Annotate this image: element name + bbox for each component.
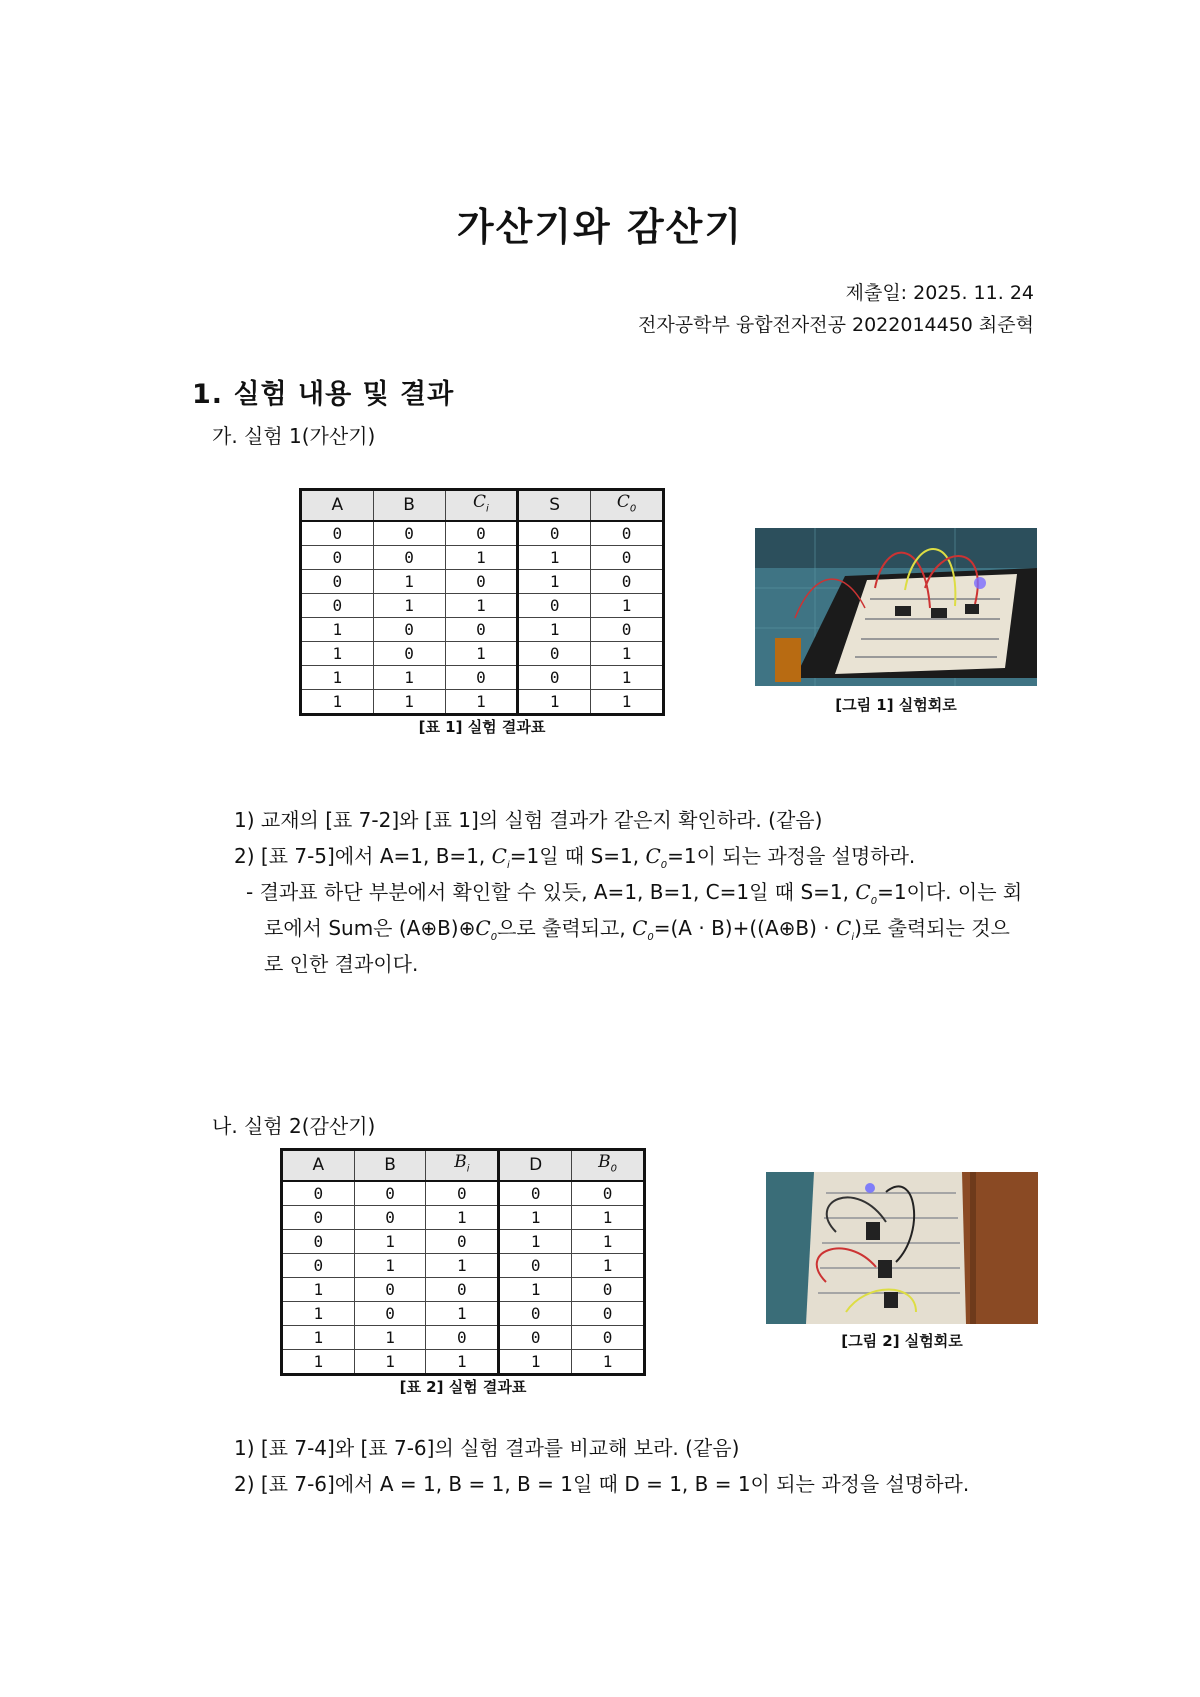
table-cell: 0 <box>354 1302 426 1326</box>
table-cell: 1 <box>572 1230 645 1254</box>
table-cell: 1 <box>426 1206 499 1230</box>
exp1-answer-line-3: 로 인한 결과이다. <box>264 952 419 976</box>
table-cell: 1 <box>499 1230 572 1254</box>
table-cell: 1 <box>518 546 591 570</box>
table-cell: 1 <box>373 570 445 594</box>
table-cell: 1 <box>301 690 374 715</box>
table-row <box>282 1350 645 1375</box>
table-cell: 1 <box>445 546 518 570</box>
table-cell: 0 <box>301 594 374 618</box>
table-cell: 1 <box>572 1254 645 1278</box>
table-cell: 0 <box>301 570 374 594</box>
table-cell: 0 <box>373 546 445 570</box>
table-cell: 1 <box>499 1206 572 1230</box>
table-cell: 0 <box>591 570 664 594</box>
col-b0: $B_0$ <box>572 1150 645 1182</box>
table-row <box>301 570 664 594</box>
exp1-answer-line-1: - 결과표 하단 부분에서 확인할 수 있듯, A=1, B=1, C=1일 때 S=1, $C_0=1$이다. 이는 회 <box>246 880 1023 907</box>
table-cell: 0 <box>591 546 664 570</box>
col-a: A <box>301 490 374 522</box>
table-cell: 0 <box>572 1326 645 1350</box>
page-title: 가산기와 감산기 <box>456 205 744 249</box>
table-cell: 0 <box>445 521 518 546</box>
table-cell: 0 <box>373 521 445 546</box>
table-row <box>282 1278 645 1302</box>
adder-truth-table <box>299 488 665 716</box>
col-c0: $C_0$ <box>591 490 664 522</box>
exp2-heading: 나. 실험 2(감산기) <box>212 1114 376 1138</box>
breadboard-image <box>755 528 1037 686</box>
table-cell: 0 <box>518 666 591 690</box>
table-cell: 1 <box>591 642 664 666</box>
table-cell: 0 <box>499 1181 572 1206</box>
table-cell: 0 <box>282 1254 355 1278</box>
table-cell: 0 <box>572 1181 645 1206</box>
table-cell: 0 <box>518 594 591 618</box>
table-cell: 1 <box>499 1278 572 1302</box>
table-header-row <box>282 1150 645 1182</box>
table-cell: 1 <box>301 618 374 642</box>
table-cell: 0 <box>301 521 374 546</box>
table-row <box>301 618 664 642</box>
section-heading: 1. 실험 내용 및 결과 <box>192 379 455 410</box>
table-row <box>301 666 664 690</box>
author-line: 전자공학부 융합전자전공 2022014450 최준혁 <box>638 314 1034 336</box>
table-cell: 0 <box>518 521 591 546</box>
table-cell: 1 <box>591 594 664 618</box>
circuit-photo-1 <box>755 528 1037 686</box>
table-cell: 0 <box>572 1278 645 1302</box>
table-cell: 0 <box>499 1254 572 1278</box>
table-row <box>301 690 664 715</box>
table-cell: 0 <box>282 1230 355 1254</box>
table-cell: 1 <box>445 594 518 618</box>
table-cell: 1 <box>426 1350 499 1375</box>
table-cell: 1 <box>518 570 591 594</box>
table-cell: 1 <box>499 1350 572 1375</box>
exp1-question-2: 2) [표 7-5]에서 A=1, B=1, $C_i=1$일 때 S=1, $C_0=1$이 되는 과정을 설명하라. <box>234 844 916 871</box>
table-row <box>282 1254 645 1278</box>
table-cell: 1 <box>591 666 664 690</box>
table-row <box>301 594 664 618</box>
table-cell: 1 <box>373 666 445 690</box>
table-cell: 0 <box>354 1278 426 1302</box>
table-cell: 1 <box>354 1230 426 1254</box>
table-cell: 1 <box>572 1350 645 1375</box>
table1-caption: [표 1] 실험 결과표 <box>418 718 546 736</box>
table-cell: 1 <box>445 642 518 666</box>
table-cell: 0 <box>499 1326 572 1350</box>
subtractor-truth-table <box>280 1148 646 1376</box>
table-cell: 1 <box>591 690 664 715</box>
table-cell: 0 <box>282 1181 355 1206</box>
table-cell: 0 <box>572 1302 645 1326</box>
exp2-question-1: 1) [표 7-4]와 [표 7-6]의 실험 결과를 비교해 보라. (같음) <box>234 1436 740 1460</box>
table-row <box>301 521 664 546</box>
table-cell: 0 <box>445 618 518 642</box>
col-b: B <box>373 490 445 522</box>
exp2-question-2: 2) [표 7-6]에서 A = 1, B = 1, B = 1일 때 D = 1, B = 1이 되는 과정을 설명하라. <box>234 1472 970 1496</box>
table-cell: 0 <box>282 1206 355 1230</box>
table-cell: 1 <box>354 1350 426 1375</box>
table-row <box>282 1230 645 1254</box>
table-cell: 0 <box>518 642 591 666</box>
table-row <box>301 546 664 570</box>
submission-date: 제출일: 2025. 11. 24 <box>845 282 1034 304</box>
table-cell: 1 <box>426 1302 499 1326</box>
table-cell: 1 <box>354 1254 426 1278</box>
col-a: A <box>282 1150 355 1182</box>
table-row <box>282 1181 645 1206</box>
exp1-question-1: 1) 교재의 [표 7-2]와 [표 1]의 실험 결과가 같은지 확인하라. (같음) <box>234 808 823 832</box>
table-header-row <box>301 490 664 522</box>
table-row <box>282 1206 645 1230</box>
exp1-heading: 가. 실험 1(가산기) <box>212 424 376 448</box>
table-cell: 0 <box>354 1181 426 1206</box>
table-cell: 0 <box>354 1206 426 1230</box>
table-cell: 1 <box>445 690 518 715</box>
table-cell: 0 <box>499 1302 572 1326</box>
table-cell: 1 <box>373 690 445 715</box>
table-cell: 0 <box>373 618 445 642</box>
table-cell: 1 <box>373 594 445 618</box>
table-cell: 1 <box>282 1326 355 1350</box>
table-row <box>282 1326 645 1350</box>
table-cell: 1 <box>354 1326 426 1350</box>
table-cell: 1 <box>518 618 591 642</box>
figure1-caption: [그림 1] 실험회로 <box>835 696 957 714</box>
table-row <box>282 1302 645 1326</box>
col-bi: $B_i$ <box>426 1150 499 1182</box>
table-cell: 1 <box>518 690 591 715</box>
table-cell: 1 <box>301 666 374 690</box>
exp1-answer-line-2: 로에서 Sum은 $(A\oplus B)\oplus C_0$으로 출력되고, $C_0=(A$ · B)+((A⊕B) · $C_i$)로 출력되는 것으 <box>264 916 1010 943</box>
table-cell: 0 <box>426 1230 499 1254</box>
col-d: D <box>499 1150 572 1182</box>
table-cell: 0 <box>445 666 518 690</box>
table-cell: 1 <box>572 1206 645 1230</box>
table-cell: 0 <box>591 618 664 642</box>
table-cell: 1 <box>301 642 374 666</box>
table-cell: 0 <box>591 521 664 546</box>
table-row <box>301 642 664 666</box>
table-cell: 1 <box>282 1350 355 1375</box>
table-cell: 0 <box>426 1278 499 1302</box>
col-s: S <box>518 490 591 522</box>
table-cell: 0 <box>445 570 518 594</box>
table-cell: 0 <box>426 1181 499 1206</box>
table-cell: 1 <box>282 1278 355 1302</box>
table-cell: 1 <box>426 1254 499 1278</box>
table2-caption: [표 2] 실험 결과표 <box>399 1378 527 1396</box>
breadboard-image <box>766 1172 1038 1324</box>
circuit-photo-2 <box>766 1172 1038 1324</box>
figure2-caption: [그림 2] 실험회로 <box>841 1332 963 1350</box>
col-ci: $C_i$ <box>445 490 518 522</box>
table-cell: 0 <box>426 1326 499 1350</box>
table-cell: 0 <box>373 642 445 666</box>
table-cell: 0 <box>301 546 374 570</box>
col-b: B <box>354 1150 426 1182</box>
table-cell: 1 <box>282 1302 355 1326</box>
